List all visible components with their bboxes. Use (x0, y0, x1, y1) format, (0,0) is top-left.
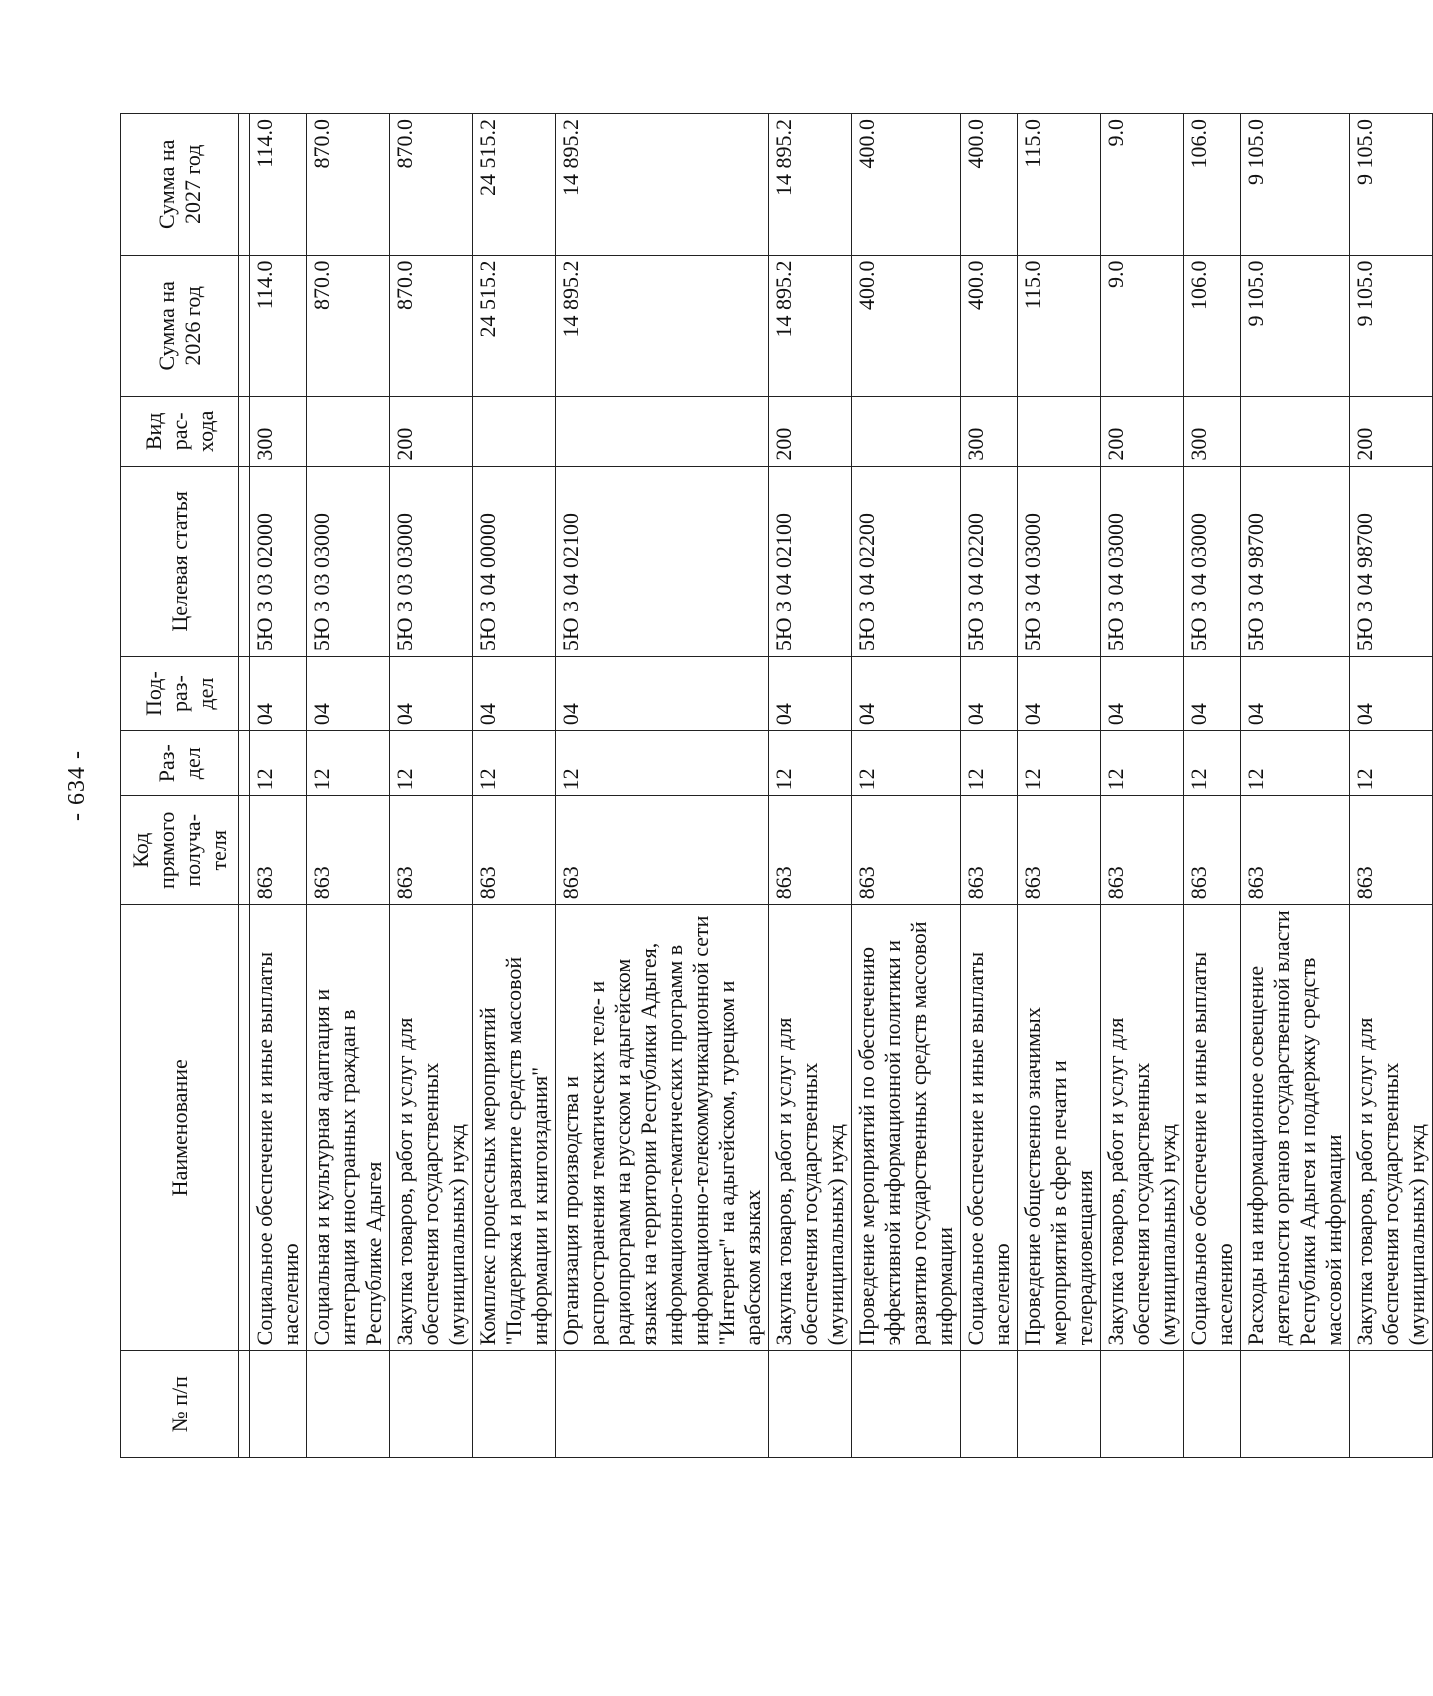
cell-sum-2026: 24 515.2 (473, 255, 556, 396)
cell-code: 863 (1241, 796, 1350, 905)
cell-statya: 5Ю 3 04 98700 (1350, 466, 1433, 656)
cell-podrazdel: 04 (556, 657, 769, 731)
cell-sum-2027: 9 105.0 (1241, 114, 1350, 256)
cell-num (1184, 1351, 1241, 1458)
document-sheet (64, 113, 1429, 1458)
cell-sum-2026: 870.0 (390, 255, 473, 396)
cell-vid: 200 (1350, 397, 1433, 467)
cell-code: 863 (1184, 796, 1241, 905)
table-row (1101, 114, 1184, 1458)
cell-code: 863 (250, 796, 307, 905)
cell-num (390, 1351, 473, 1458)
cell-vid (307, 397, 390, 467)
cell-sum-2026: 400.0 (852, 255, 961, 396)
cell-code: 863 (769, 796, 852, 905)
cell-statya: 5Ю 3 04 02200 (852, 466, 961, 656)
cell-podrazdel: 04 (1018, 657, 1101, 731)
cell-podrazdel: 04 (307, 657, 390, 731)
cell-name: Социальное обеспечение и иные выплаты населению (961, 905, 1018, 1351)
cell-sum-2026: 114.0 (250, 255, 307, 396)
cell-name: Закупка товаров, работ и услуг для обеспечения государственных (муниципальных) нужд (1350, 905, 1433, 1351)
cell-razdel: 12 (1184, 731, 1241, 796)
cell-sum-2026: 9 105.0 (1350, 255, 1433, 396)
cell-name: Закупка товаров, работ и услуг для обеспечения государственных (муниципальных) нужд (1101, 905, 1184, 1351)
cell-razdel: 12 (1101, 731, 1184, 796)
cell-podrazdel: 04 (1241, 657, 1350, 731)
cell-sum-2026: 106.0 (1184, 255, 1241, 396)
cell-vid: 200 (1101, 397, 1184, 467)
table-row (390, 114, 473, 1458)
header-statya: Целевая статья (121, 466, 239, 656)
cell-name: Проведение мероприятий по обеспечению эффективной информационной политики и развитию государственных средств массовой информации (852, 905, 961, 1351)
header-vid: Вид рас-хода (121, 397, 239, 467)
cell-razdel: 12 (961, 731, 1018, 796)
cell-statya: 5Ю 3 03 03000 (307, 466, 390, 656)
cell-name: Закупка товаров, работ и услуг для обеспечения государственных (муниципальных) нужд (769, 905, 852, 1351)
table-row (1018, 114, 1101, 1458)
cell-sum-2027: 114.0 (250, 114, 307, 256)
table-row (307, 114, 390, 1458)
cell-code: 863 (307, 796, 390, 905)
cell-vid: 200 (390, 397, 473, 467)
cell-num (1101, 1351, 1184, 1458)
cell-name: Социальное обеспечение и иные выплаты населению (1184, 905, 1241, 1351)
cell-sum-2027: 9 105.0 (1350, 114, 1433, 256)
cell-name: Проведение общественно значимых мероприятий в сфере печати и телерадиовещания (1018, 905, 1101, 1351)
header-razdel: Раз-дел (121, 731, 239, 796)
cell-statya: 5Ю 3 04 00000 (473, 466, 556, 656)
cell-vid (473, 397, 556, 467)
cell-code: 863 (473, 796, 556, 905)
cell-sum-2027: 400.0 (961, 114, 1018, 256)
cell-podrazdel: 04 (250, 657, 307, 731)
cell-podrazdel: 04 (473, 657, 556, 731)
cell-sum-2027: 400.0 (852, 114, 961, 256)
cell-sum-2026: 9.0 (1101, 255, 1184, 396)
cell-code: 863 (1018, 796, 1101, 905)
cell-code: 863 (390, 796, 473, 905)
cell-podrazdel: 04 (1101, 657, 1184, 731)
cell-vid: 300 (961, 397, 1018, 467)
cell-sum-2027: 14 895.2 (769, 114, 852, 256)
cell-razdel: 12 (852, 731, 961, 796)
cell-statya: 5Ю 3 04 02100 (769, 466, 852, 656)
table-header-row (121, 114, 239, 1458)
cell-razdel: 12 (1018, 731, 1101, 796)
cell-vid (1241, 397, 1350, 467)
cell-num (1241, 1351, 1350, 1458)
cell-vid: 200 (769, 397, 852, 467)
cell-code: 863 (1350, 796, 1433, 905)
cell-statya: 5Ю 3 04 03000 (1184, 466, 1241, 656)
cell-statya: 5Ю 3 04 02100 (556, 466, 769, 656)
cell-code: 863 (961, 796, 1018, 905)
table-row (769, 114, 852, 1458)
cell-razdel: 12 (390, 731, 473, 796)
page-number: - 634 - (64, 750, 90, 821)
cell-sum-2027: 14 895.2 (556, 114, 769, 256)
cell-name: Закупка товаров, работ и услуг для обеспечения государственных (муниципальных) нужд (390, 905, 473, 1351)
cell-code: 863 (1101, 796, 1184, 905)
cell-razdel: 12 (1350, 731, 1433, 796)
cell-statya: 5Ю 3 03 03000 (390, 466, 473, 656)
cell-num (473, 1351, 556, 1458)
table-row (1184, 114, 1241, 1458)
header-sum-2027: Сумма на 2027 год (121, 114, 239, 256)
cell-num (1350, 1351, 1433, 1458)
cell-name: Социальное обеспечение и иные выплаты населению (250, 905, 307, 1351)
cell-name: Комплекс процессных мероприятий "Поддержка и развитие средств массовой информации и книгоиздания" (473, 905, 556, 1351)
cell-vid: 300 (1184, 397, 1241, 467)
header-code: Код прямого получа-теля (121, 796, 239, 905)
cell-num (250, 1351, 307, 1458)
cell-vid (1018, 397, 1101, 467)
cell-podrazdel: 04 (1350, 657, 1433, 731)
cell-vid (852, 397, 961, 467)
cell-sum-2027: 9.0 (1101, 114, 1184, 256)
cell-podrazdel: 04 (1184, 657, 1241, 731)
cell-name: Социальная и культурная адаптация и интеграция иностранных граждан в Республике Адыгея (307, 905, 390, 1351)
cell-statya: 5Ю 3 04 03000 (1018, 466, 1101, 656)
cell-vid: 300 (250, 397, 307, 467)
cell-razdel: 12 (473, 731, 556, 796)
cell-code: 863 (556, 796, 769, 905)
cell-num (852, 1351, 961, 1458)
table-row (250, 114, 307, 1458)
cell-name: Организация производства и распространения тематических теле- и радиопрограмм на русском и адыгейском языках на территории Республики Адыгея, информационно-тематических программ в информационно-телекоммуникационной сети "Интернет" на адыгейском, турецком и арабском языках (556, 905, 769, 1351)
cell-sum-2027: 106.0 (1184, 114, 1241, 256)
header-podrazdel: Под-раз-дел (121, 657, 239, 731)
cell-razdel: 12 (556, 731, 769, 796)
cell-num (556, 1351, 769, 1458)
header-gap-row (239, 114, 250, 1458)
cell-code: 863 (852, 796, 961, 905)
table-row (852, 114, 961, 1458)
cell-num (769, 1351, 852, 1458)
cell-podrazdel: 04 (769, 657, 852, 731)
cell-sum-2027: 870.0 (390, 114, 473, 256)
header-num: № п/п (121, 1351, 239, 1458)
cell-sum-2026: 400.0 (961, 255, 1018, 396)
table-row (1350, 114, 1433, 1458)
cell-statya: 5Ю 3 03 02000 (250, 466, 307, 656)
cell-razdel: 12 (769, 731, 852, 796)
cell-sum-2026: 14 895.2 (769, 255, 852, 396)
cell-sum-2027: 870.0 (307, 114, 390, 256)
cell-sum-2026: 115.0 (1018, 255, 1101, 396)
cell-sum-2027: 115.0 (1018, 114, 1101, 256)
cell-podrazdel: 04 (390, 657, 473, 731)
cell-num (1018, 1351, 1101, 1458)
cell-num (307, 1351, 390, 1458)
table-row (556, 114, 769, 1458)
cell-razdel: 12 (1241, 731, 1350, 796)
cell-sum-2026: 870.0 (307, 255, 390, 396)
table-row (961, 114, 1018, 1458)
cell-razdel: 12 (307, 731, 390, 796)
cell-sum-2027: 24 515.2 (473, 114, 556, 256)
cell-podrazdel: 04 (852, 657, 961, 731)
cell-num (961, 1351, 1018, 1458)
cell-statya: 5Ю 3 04 03000 (1101, 466, 1184, 656)
cell-sum-2026: 9 105.0 (1241, 255, 1350, 396)
table-row (1241, 114, 1350, 1458)
budget-table (120, 113, 1433, 1458)
cell-sum-2026: 14 895.2 (556, 255, 769, 396)
cell-name: Расходы на информационное освещение деятельности органов государственной власти Республики Адыгея и поддержку средств массовой информации (1241, 905, 1350, 1351)
header-sum-2026: Сумма на 2026 год (121, 255, 239, 396)
cell-vid (556, 397, 769, 467)
cell-podrazdel: 04 (961, 657, 1018, 731)
cell-statya: 5Ю 3 04 02200 (961, 466, 1018, 656)
cell-razdel: 12 (250, 731, 307, 796)
header-name: Наименование (121, 905, 239, 1351)
table-row (473, 114, 556, 1458)
cell-statya: 5Ю 3 04 98700 (1241, 466, 1350, 656)
